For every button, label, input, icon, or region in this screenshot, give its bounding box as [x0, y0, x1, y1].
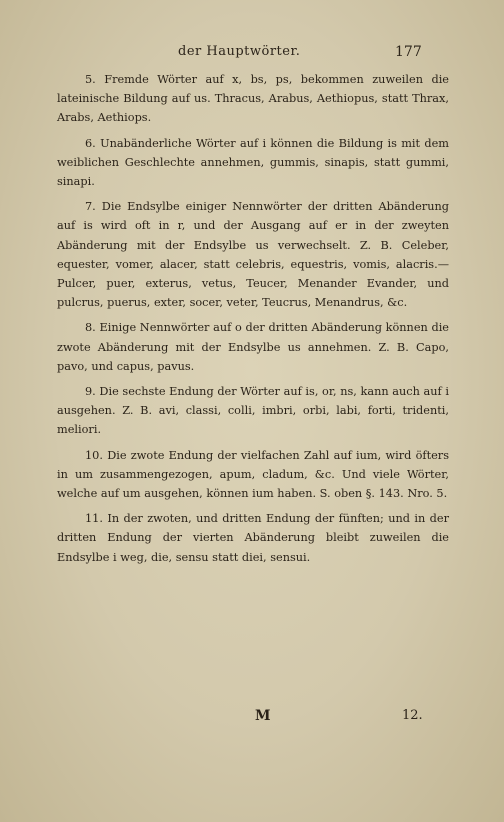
body-text: [57, 70, 449, 573]
signature-mark: M: [255, 708, 271, 724]
paragraph-9: 9. Die sechste Endung der Wörter auf is, or, ns, kann auch auf i ausgehen. Z. B. avi, classi, colli, imbri, orbi, labi, forti, tridenti, meliori.: [57, 385, 449, 437]
page-number: 177: [395, 44, 422, 60]
paragraph-5: 5. Fremde Wörter auf x, bs, ps, bekommen zuweilen die lateinische Bildung auf us. Thracus, Arabus, Aethiopus, statt Thrax, Arabs, Aethiops.: [57, 73, 449, 125]
catchword: 12.: [402, 708, 423, 723]
paragraph-6: 6. Unabänderliche Wörter auf i können die Bildung is mit dem weiblichen Geschlechte annehmen, gummis, sinapis, statt gummi, sinapi.: [57, 136, 449, 189]
paragraph-11: 11. In der zwoten, und dritten Endung der fünften; und in der dritten Endung der vierten Abänderung bleibt zuweilen die Endsylbe i weg, die, sensu statt diei, sensui.: [57, 512, 449, 564]
running-head: der Hauptwörter.: [178, 44, 301, 59]
page-header: [0, 44, 504, 64]
paragraph-8: 8. Einige Nennwörter auf o der dritten Abänderung können die zwote Abänderung mit der Endsylbe us annehmen. Z. B. Capo, pavo, und capus, pavus.: [57, 321, 449, 373]
paragraph-10: 10. Die zwote Endung der vielfachen Zahl auf ium, wird öfters in um zusammengezogen, apum, cladum, &c. Und viele Wörter, welche auf um ausgehen, können ium haben. S. oben §. 143. Nro. 5.: [57, 448, 449, 501]
paragraph-7: 7. Die Endsylbe einiger Nennwörter der dritten Abänderung auf is wird oft in r, und der Ausgang auf er in der zweyten Abänderung mit der Endsylbe us verwechselt. Z. B. Celeber, equester, vomer, alacer, statt celebris, equestris, vomis, alacris.— Pulcer, puer, exterus, vetus, Teucer, Menander Evander, und pulcrus, puerus, exter, socer, veter, Teucrus, Menandrus, &c.: [57, 200, 449, 310]
page-footer: [0, 708, 504, 730]
